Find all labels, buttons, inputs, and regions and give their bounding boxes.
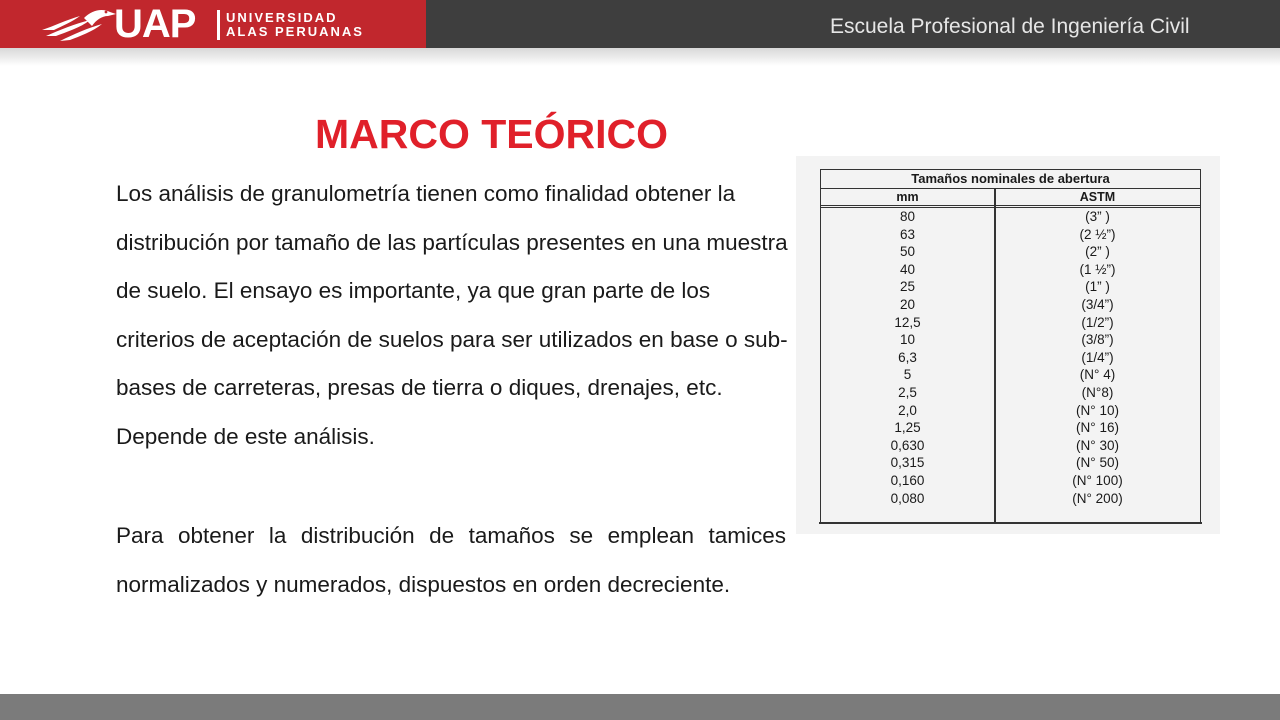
cell-astm: (3/8”): [1081, 332, 1114, 348]
cell-astm: (N° 200): [1072, 490, 1123, 506]
table-row: [821, 472, 1200, 490]
cell-astm: (N° 10): [1076, 402, 1119, 418]
paragraph-granulometry: Los análisis de granulometría tienen como finalidad obtener la distribución por tamaño de las partículas presentes en una muestra de suelo. El ensayo es importante, ya que gran parte de los criterios de aceptación de suelos para ser utilizados en base o sub-bases de carreteras, presas de tierra o diques, drenajes, etc. Depende de este análisis.: [116, 181, 788, 449]
cell-mm: 10: [899, 332, 916, 348]
table-row: [821, 208, 1200, 226]
table-row: [821, 384, 1200, 402]
table-row: [821, 419, 1200, 437]
cell-astm: (N° 30): [1076, 437, 1119, 453]
cell-mm: 20: [899, 296, 916, 312]
table-row: [821, 402, 1200, 420]
sieve-table-header: [821, 189, 1200, 208]
cell-astm: (1/4”): [1081, 349, 1114, 365]
cell-astm: (N° 50): [1076, 455, 1119, 471]
university-logo: [0, 0, 426, 48]
cell-astm: (N°8): [1081, 384, 1114, 400]
table-row: [821, 437, 1200, 455]
table-row: [821, 296, 1200, 314]
header-mm: mm: [896, 190, 919, 204]
cell-mm: 0,080: [890, 490, 925, 506]
header-astm: ASTM: [1079, 190, 1116, 204]
slide-title: MARCO TEÓRICO: [315, 111, 669, 157]
cell-mm: 0,160: [890, 472, 925, 488]
sieve-table-body: [821, 208, 1200, 507]
brand-name: [226, 11, 364, 39]
table-row: [821, 366, 1200, 384]
brand-name-line1: UNIVERSIDAD: [226, 10, 338, 25]
table-row: [821, 261, 1200, 279]
sieve-table: [820, 169, 1201, 522]
sieve-table-figure: [796, 156, 1220, 534]
cell-mm: 80: [899, 209, 916, 224]
cell-mm: 63: [899, 226, 916, 242]
table-row: [821, 226, 1200, 244]
school-name: Escuela Profesional de Ingeniería Civil: [830, 15, 1190, 38]
cell-mm: 5: [903, 367, 912, 383]
cell-astm: (2 ½”): [1079, 226, 1116, 242]
cell-astm: (2” ): [1085, 244, 1110, 260]
table-row: [821, 331, 1200, 349]
cell-mm: 2,0: [898, 402, 917, 418]
table-row: [821, 490, 1200, 508]
table-row: [821, 243, 1200, 261]
cell-mm: 50: [899, 244, 916, 260]
cell-astm: (N° 4): [1079, 367, 1116, 383]
cell-mm: 1,25: [894, 420, 921, 436]
cell-astm: (N° 100): [1072, 472, 1123, 488]
table-bottom-line: [819, 522, 1202, 524]
sieve-table-title: Tamaños nominales de abertura: [821, 170, 1200, 189]
table-row: [821, 314, 1200, 332]
cell-mm: 40: [899, 261, 916, 277]
table-row: [821, 278, 1200, 296]
cell-astm: (1 ½”): [1079, 261, 1116, 277]
cell-astm: (1/2”): [1081, 314, 1114, 330]
cell-mm: 6,3: [898, 349, 917, 365]
brand-acronym: UAP: [114, 2, 196, 46]
cell-mm: 12,5: [894, 314, 921, 330]
cell-mm: 2,5: [898, 384, 917, 400]
paragraph-sieves: Para obtener la distribución de tamaños se emplean tamices normalizados y numerados, dispuestos en orden decreciente.: [116, 523, 786, 597]
cell-mm: 25: [899, 279, 916, 295]
cell-astm: (3” ): [1085, 209, 1110, 224]
table-row: [821, 454, 1200, 472]
cell-mm: 0,315: [890, 455, 925, 471]
brand-divider: [217, 10, 220, 40]
header-bar: [0, 0, 1280, 48]
header-shadow: [0, 48, 1280, 66]
footer-bar: [0, 694, 1280, 720]
cell-astm: (3/4”): [1081, 296, 1114, 312]
cell-astm: (1” ): [1085, 279, 1110, 295]
table-row: [821, 349, 1200, 367]
brand-name-line2: ALAS PERUANAS: [226, 24, 364, 39]
cell-mm: 0,630: [890, 437, 925, 453]
cell-astm: (N° 16): [1076, 420, 1119, 436]
condor-logo-icon: [40, 6, 118, 42]
